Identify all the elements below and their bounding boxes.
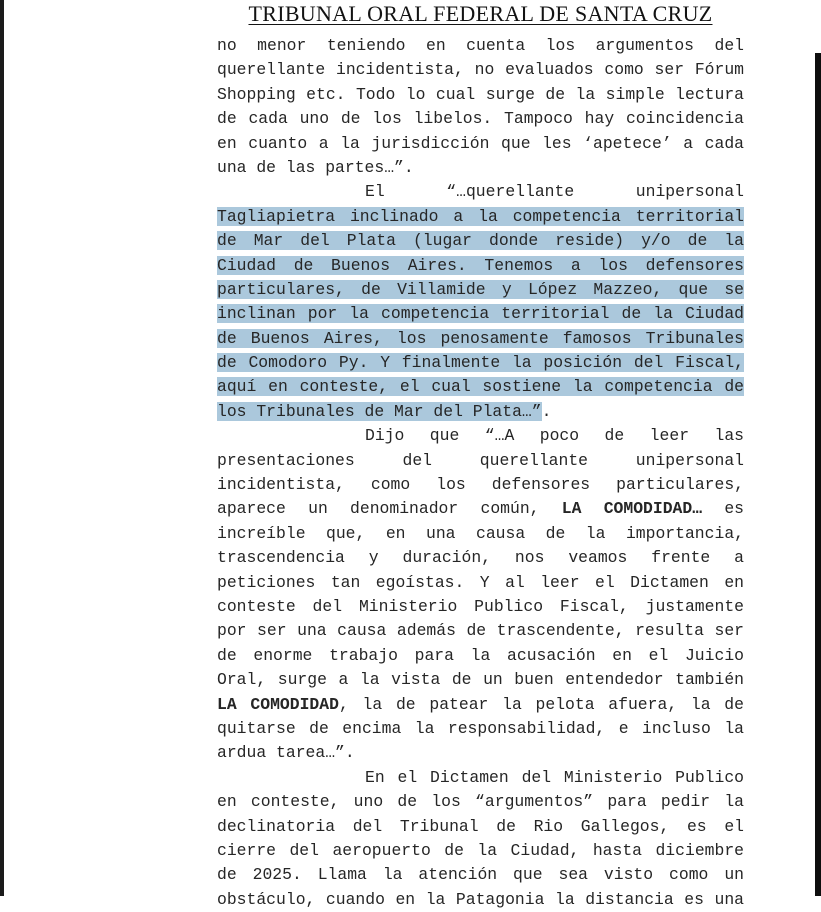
text-line — [217, 302, 744, 326]
highlighted-text: de Buenos Aires, los penosamente famosos Tribunales — [217, 328, 744, 348]
highlighted-text: particulares, de Villamide y López Mazzeo, que se — [217, 279, 744, 299]
highlighted-text: de Mar del Plata (lugar donde reside) y/o de la — [217, 231, 744, 251]
highlighted-text: aquí en conteste, el cual sostiene la competencia de — [217, 377, 744, 397]
text-segment: obstáculo, cuando en la Patagonia la distancia es una — [217, 889, 744, 909]
text-line — [217, 790, 744, 814]
text-segment: peticiones tan egoístas. Y al leer el Dictamen en — [217, 572, 744, 592]
text-segment: . — [541, 401, 552, 421]
text-line — [217, 595, 744, 619]
page-right-border — [815, 53, 821, 896]
text-segment: quitarse de encima la responsabilidad, e incluso la — [217, 718, 744, 738]
text-line — [217, 693, 744, 717]
text-segment: de cada uno de los libelos. Tampoco hay coincidencia — [217, 109, 744, 129]
text-line — [217, 205, 744, 229]
text-line — [217, 180, 744, 204]
document-title: TRIBUNAL ORAL FEDERAL DE SANTA CRUZ — [248, 1, 713, 26]
text-line — [217, 156, 744, 180]
text-segment: por ser una causa además de trascendente, resulta ser — [217, 621, 744, 641]
text-line — [217, 619, 744, 643]
text-segment: de enorme trabajo para la acusación en el Juicio — [217, 645, 744, 665]
text-line — [217, 717, 744, 741]
text-line — [217, 83, 744, 107]
text-segment: increíble que, en una causa de la importancia, — [217, 523, 744, 543]
text-line — [217, 351, 744, 375]
document-body — [217, 34, 744, 912]
text-line — [217, 424, 744, 448]
highlighted-text: inclinan por la competencia territorial de la Ciudad — [217, 304, 744, 324]
text-line — [217, 327, 744, 351]
text-line — [217, 571, 744, 595]
text-segment: conteste del Ministerio Publico Fiscal, justamente — [217, 596, 744, 616]
text-segment: querellante incidentista, no evaluados como ser Fórum — [217, 60, 744, 80]
text-segment: es — [702, 499, 744, 519]
text-line — [217, 766, 744, 790]
text-segment: en cuanto a la jurisdicción que les ‘apetece’ a cada — [217, 133, 744, 153]
text-line — [217, 278, 744, 302]
text-line — [217, 132, 744, 156]
text-line — [217, 668, 744, 692]
text-segment: presentaciones del querellante unipersonal — [217, 450, 744, 470]
text-line — [217, 741, 744, 765]
page-left-border — [0, 0, 4, 896]
text-line — [217, 254, 744, 278]
text-line — [217, 888, 744, 912]
text-segment: LA COMODIDAD… — [561, 499, 703, 519]
text-line — [217, 473, 744, 497]
text-segment: de 2025. Llama la atención que sea visto como un — [217, 865, 744, 885]
highlighted-text: de Comodoro Py. Y finalmente la posición del Fiscal, — [217, 353, 744, 373]
text-line — [217, 497, 744, 521]
text-line — [217, 229, 744, 253]
text-line — [217, 400, 744, 424]
text-segment: incidentista, como los defensores particulares, — [217, 475, 744, 495]
text-segment: no menor teniendo en cuenta los argumentos del — [217, 36, 744, 55]
text-line — [217, 863, 744, 887]
text-line — [217, 375, 744, 399]
text-line — [217, 546, 744, 570]
text-segment: trascendencia y duración, nos veamos frente a — [217, 548, 744, 568]
text-line — [217, 522, 744, 546]
text-line — [217, 815, 744, 839]
text-line — [217, 58, 744, 82]
text-line — [217, 644, 744, 668]
text-segment: aparece un denominador común, — [217, 499, 562, 519]
text-segment: Dijo que “…A poco de leer las — [365, 426, 744, 446]
text-line — [217, 107, 744, 131]
text-segment: una de las partes…”. — [217, 157, 414, 177]
text-segment: cierre del aeropuerto de la Ciudad, hasta diciembre — [217, 840, 744, 860]
text-segment: LA COMODIDAD — [217, 694, 339, 714]
highlighted-text: Tagliapietra inclinado a la competencia territorial — [217, 206, 744, 226]
text-segment: ardua tarea…”. — [217, 743, 355, 763]
text-segment: Shopping etc. Todo lo cual surge de la simple lectura — [217, 84, 744, 104]
highlighted-text: Ciudad de Buenos Aires. Tenemos a los defensores — [217, 255, 744, 275]
text-line — [217, 34, 744, 58]
text-segment: El “…querellante unipersonal — [365, 182, 744, 202]
highlighted-text: los Tribunales de Mar del Plata…” — [217, 401, 542, 421]
text-segment: , la de patear la pelota afuera, la de — [338, 694, 744, 714]
text-segment: En el Dictamen del Ministerio Publico — [365, 767, 744, 787]
text-line — [217, 839, 744, 863]
text-segment: Oral, surge a la vista de un buen entendedor también — [217, 670, 744, 690]
text-segment: en conteste, uno de los “argumentos” para pedir la — [217, 792, 744, 812]
text-line — [217, 449, 744, 473]
text-segment: declinatoria del Tribunal de Rio Gallegos, es el — [217, 816, 744, 836]
